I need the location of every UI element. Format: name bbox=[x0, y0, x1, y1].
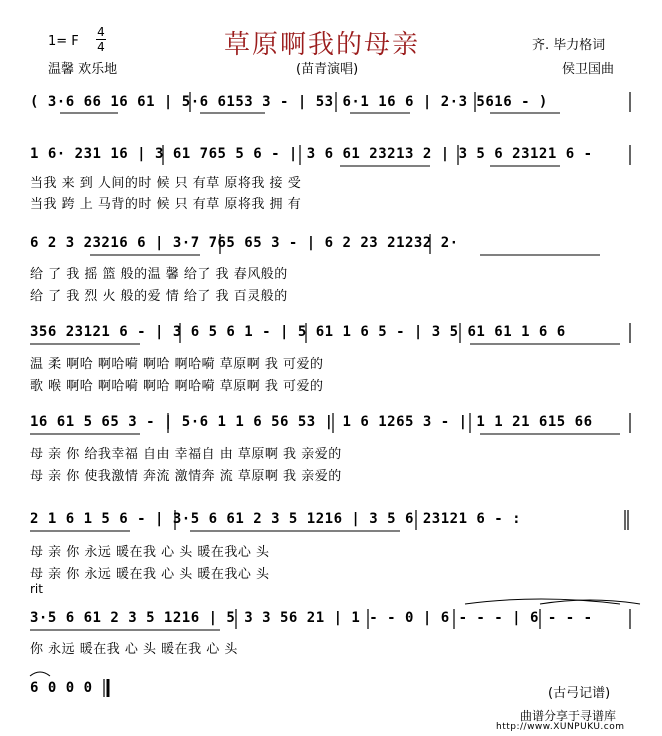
lyric-row-2-verse-1: 当我 来 到 人间的时 候 只 有草 原将我 接 受 bbox=[30, 176, 302, 191]
composer: 侯卫国曲 bbox=[562, 62, 615, 77]
time-top: 4 bbox=[97, 25, 105, 39]
notes-row-4: 356 23121 6 - | 3 6 5 6 1 - | 5 61 1 6 5 - | 3 5 61 61 1 6 6 bbox=[30, 324, 566, 340]
lyric-row-7: 你 永远 暖在我 心 头 暖在我 心 头 bbox=[30, 642, 238, 657]
notes-row-2: 1 6· 231 16 | 3 61 765 5 6 - | 3 6 61 23213 2 | 3 5 6 23121 6 - bbox=[30, 146, 593, 162]
performer: (苗青演唱) bbox=[296, 62, 359, 77]
key-signature bbox=[48, 34, 79, 49]
notes-row-6: 2 1 6 1 5 6 - | 3·5 6 61 2 3 5 1216 | 3 5 6 23121 6 - : bbox=[30, 511, 522, 527]
lyric-row-3-verse-1: 给 了 我 摇 篮 般的温 馨 给了 我 春风般的 bbox=[30, 267, 288, 282]
share-note: 曲谱分享于寻谱库 bbox=[520, 709, 617, 723]
transcriber-credit: (古弓记谱) bbox=[548, 686, 611, 701]
lyric-row-6-verse-2: 母 亲 你 永远 暖在我 心 头 暖在我心 头 bbox=[30, 567, 270, 582]
key-label: 1= F bbox=[48, 34, 79, 49]
time-signature bbox=[96, 26, 106, 53]
tempo-marking: 温馨 欢乐地 bbox=[48, 62, 118, 77]
site-url[interactable]: http://www.XUNPUKU.com bbox=[496, 722, 625, 732]
notes-row-5: 16 61 5 65 3 - | 5·6 1 1 6 56 53 | 1 6 1265 3 - | 1 1 21 615 66 bbox=[30, 414, 593, 430]
lyric-row-6-verse-1: 母 亲 你 永远 暖在我 心 头 暖在我心 头 bbox=[30, 545, 270, 560]
lyric-row-2-verse-2: 当我 跨 上 马背的时 候 只 有草 原将我 拥 有 bbox=[30, 197, 302, 212]
lyric-row-3-verse-2: 给 了 我 烈 火 般的爱 情 给了 我 百灵般的 bbox=[30, 289, 288, 304]
notes-row-3: 6 2 3 23216 6 | 3·7 765 65 3 - | 6 2 23 21232 2· bbox=[30, 235, 459, 251]
time-bottom: 4 bbox=[97, 40, 105, 54]
lyric-row-4-verse-1: 温 柔 啊哈 啊哈嗬 啊哈 啊哈嗬 草原啊 我 可爱的 bbox=[30, 357, 324, 372]
song-title: 草原啊我的母亲 bbox=[224, 30, 421, 60]
notes-row-1: ( 3·6 66 16 61 | 5·6 6153 3 - | 53 6·1 16 6 | 2·3 5616 - ) bbox=[30, 94, 548, 110]
notes-row-final: 6 0 0 0 bbox=[30, 680, 93, 696]
lyric-row-4-verse-2: 歌 喉 啊哈 啊哈嗬 啊哈 啊哈嗬 草原啊 我 可爱的 bbox=[30, 379, 324, 394]
rit-marking: rit bbox=[30, 582, 43, 596]
lyric-row-5-verse-2: 母 亲 你 使我激情 奔流 激情奔 流 草原啊 我 亲爱的 bbox=[30, 469, 342, 484]
notes-row-7: 3·5 6 61 2 3 5 1216 | 5 3 3 56 21 | 1 - - 0 | 6 - - - | 6 - - - bbox=[30, 610, 593, 626]
lyricist: 齐. 毕力格词 bbox=[532, 38, 606, 53]
lyric-row-5-verse-1: 母 亲 你 给我幸福 自由 幸福自 由 草原啊 我 亲爱的 bbox=[30, 447, 342, 462]
